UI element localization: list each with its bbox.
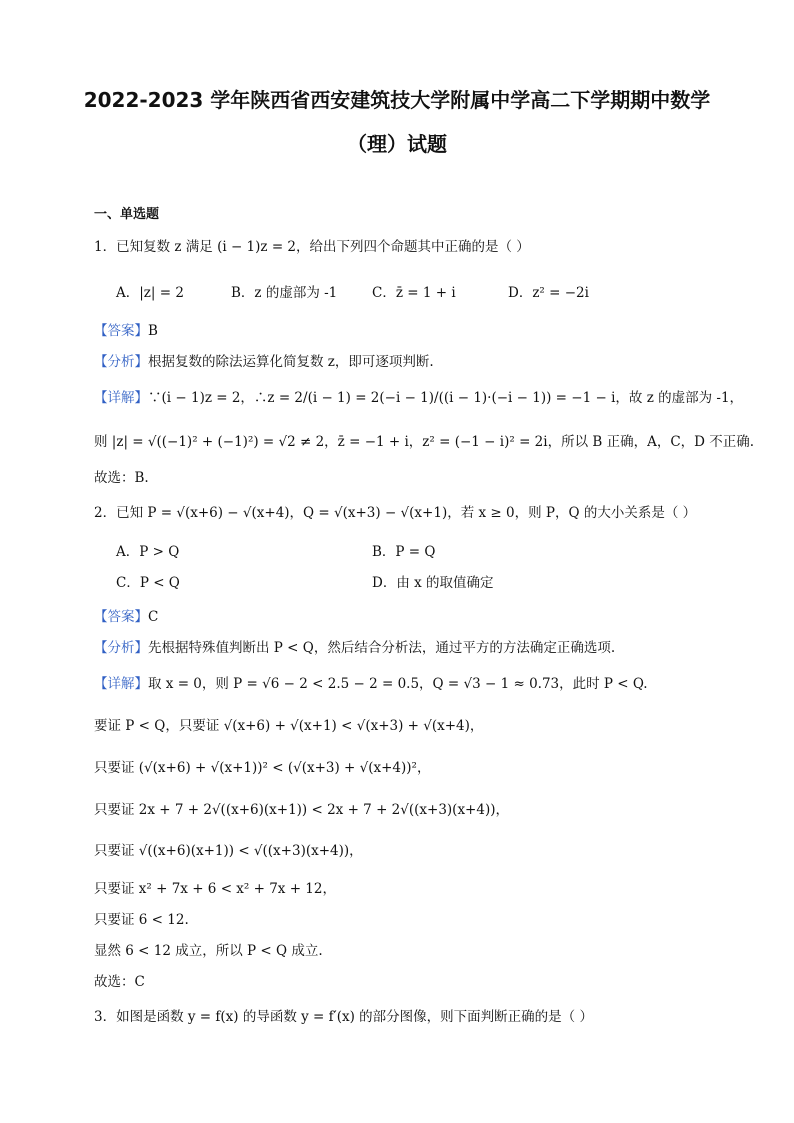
q2-step: 只要证 x² + 7x + 6 < x² + 7x + 12， — [94, 881, 336, 897]
detail-tag: 【详解】 — [94, 390, 148, 406]
q2-option-a: A．P > Q — [116, 544, 180, 560]
q2-step: 只要证 2x + 7 + 2√((x+6)(x+1)) < 2x + 7 + 2√((x+3)(x+4))， — [94, 802, 509, 818]
q1-option-b: B．z 的虚部为 -1 — [231, 285, 338, 301]
answer-value: B — [148, 323, 158, 339]
q1-analysis — [94, 350, 434, 370]
q2-option-d: D．由 x 的取值确定 — [372, 575, 494, 591]
q2-answer — [94, 605, 158, 625]
q1-option-a: A．|z| = 2 — [116, 285, 184, 301]
analysis-text: 根据复数的除法运算化简复数 z，即可逐项判断. — [148, 354, 434, 370]
q2-option-c: C．P < Q — [116, 575, 180, 591]
q1-stem: 1．已知复数 z 满足 (i − 1)z = 2，给出下列四个命题其中正确的是（ ） — [94, 239, 530, 255]
q1-conclusion: 故选：B. — [94, 470, 149, 486]
q1-option-d: D．z² = −2i — [508, 285, 589, 301]
analysis-tag: 【分析】 — [94, 640, 148, 656]
q2-step: 只要证 √((x+6)(x+1)) < √((x+3)(x+4))， — [94, 843, 363, 859]
answer-tag: 【答案】 — [94, 323, 148, 339]
q3-stem: 3．如图是函数 y = f(x) 的导函数 y = f′(x) 的部分图像，则下面判断正确的是（ ） — [94, 1009, 593, 1025]
q2-stem: 2．已知 P = √(x+6) − √(x+4)，Q = √(x+3) − √(x+1)，若 x ≥ 0，则 P，Q 的大小关系是（ ） — [94, 505, 697, 521]
section-title: 一、单选题 — [94, 207, 160, 222]
detail-tag: 【详解】 — [94, 676, 148, 692]
q1-option-c: C．z̄ = 1 + i — [372, 285, 456, 301]
detail-text: ∵(i − 1)z = 2，∴z = 2/(i − 1) = 2(−i − 1)/((i − 1)·(−i − 1)) = −1 − i，故 z 的虚部为 -1， — [148, 390, 744, 406]
q2-option-b: B．P = Q — [372, 544, 436, 560]
analysis-text: 先根据特殊值判断出 P < Q，然后结合分析法，通过平方的方法确定正确选项. — [148, 640, 616, 656]
q2-step: 只要证 (√(x+6) + √(x+1))² < (√(x+3) + √(x+4))²， — [94, 760, 431, 776]
q1-detail — [94, 386, 743, 406]
exam-title-line1: 2022-2023 学年陕西省西安建筑技大学附属中学高二下学期期中数学 — [83, 88, 711, 112]
q1-answer — [94, 319, 158, 339]
answer-tag: 【答案】 — [94, 609, 148, 625]
exam-title-line2: （理）试题 — [347, 132, 447, 156]
q2-conclusion: 故选：C — [94, 974, 145, 990]
answer-value: C — [148, 609, 159, 625]
analysis-tag: 【分析】 — [94, 354, 148, 370]
q2-analysis — [94, 636, 615, 656]
q2-step: 要证 P < Q，只要证 √(x+6) + √(x+1) < √(x+3) + √(x+4)， — [94, 718, 484, 734]
q1-detail2: 则 |z| = √((−1)² + (−1)²) = √2 ≠ 2，z̄ = −1 + i，z² = (−1 − i)² = 2i，所以 B 正确，A，C，D 不正确. — [94, 434, 755, 450]
q2-step: 显然 6 < 12 成立，所以 P < Q 成立. — [94, 943, 323, 959]
q2-step: 只要证 6 < 12. — [94, 912, 189, 928]
q2-detail — [94, 672, 648, 692]
detail-text: 取 x = 0，则 P = √6 − 2 < 2.5 − 2 = 0.5，Q = √3 − 1 ≈ 0.73，此时 P < Q. — [148, 676, 648, 692]
